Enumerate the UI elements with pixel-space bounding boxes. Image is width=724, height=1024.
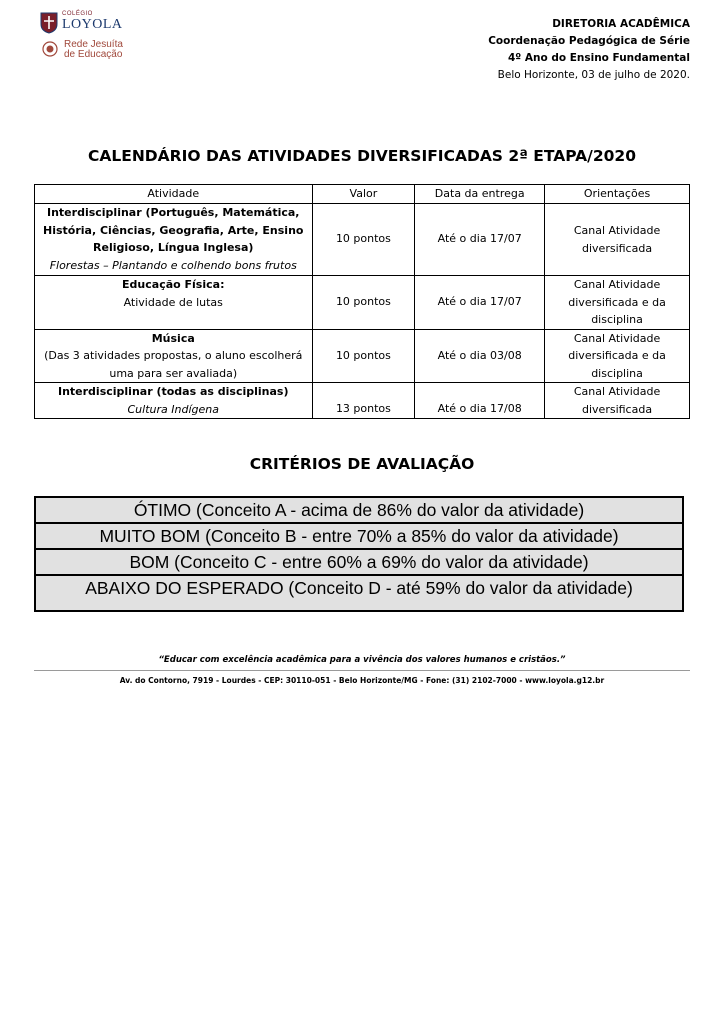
rede-line1: Rede Jesuíta <box>64 39 123 50</box>
activity-cell <box>35 276 313 330</box>
activity-cell <box>35 204 313 276</box>
activity-description: (Das 3 atividades propostas, o aluno escolherá uma para ser avaliada) <box>44 349 303 380</box>
column-header: Data da entrega <box>415 185 545 204</box>
column-header: Valor <box>312 185 415 204</box>
logo-small-text: COLÉGIO <box>62 11 93 17</box>
date-cell: Até o dia 17/07 <box>415 276 545 330</box>
document-header <box>488 16 690 84</box>
header-line1: DIRETORIA ACADÊMICA <box>552 18 690 30</box>
activity-cell <box>35 329 313 383</box>
criteria-item: ÓTIMO (Conceito A - acima de 86% do valor da atividade) <box>36 498 682 524</box>
activity-title: Interdisciplinar (todas as disciplinas) <box>57 385 289 398</box>
footer-divider <box>34 670 690 671</box>
column-header: Atividade <box>35 185 313 204</box>
value-cell: 10 pontos <box>312 204 415 276</box>
rede-line2: de Educação <box>64 49 123 60</box>
activity-title: Música <box>151 331 195 345</box>
activity-title: Interdisciplinar (Português, Matemática, História, Ciências, Geografia, Arte, Ensino Religioso, Língua Inglesa) <box>43 206 304 254</box>
activity-subtitle: Florestas – Plantando e colhendo bons frutos <box>49 258 297 272</box>
footer-address: Av. do Contorno, 7919 - Lourdes - CEP: 30110-051 - Belo Horizonte/MG - Fone: (31) 2102-7000 - www.loyola.g12.br <box>119 676 605 685</box>
criteria-title: CRITÉRIOS DE AVALIAÇÃO <box>249 455 475 473</box>
header-date: Belo Horizonte, 03 de julho de 2020. <box>497 69 690 81</box>
page-title: CALENDÁRIO DAS ATIVIDADES DIVERSIFICADAS 2ª ETAPA/2020 <box>88 147 636 165</box>
activity-cell <box>35 383 313 419</box>
criteria-item: MUITO BOM (Conceito B - entre 70% a 85% do valor da atividade) <box>36 524 682 550</box>
date-cell: Até o dia 17/08 <box>415 383 545 419</box>
orientation-cell: Canal Atividade diversificada e da disciplina <box>545 329 690 383</box>
header-line2: Coordenação Pedagógica de Série <box>488 35 690 47</box>
value-cell: 10 pontos <box>312 329 415 383</box>
activities-table <box>34 184 690 419</box>
activity-subtitle: Cultura Indígena <box>127 402 219 416</box>
header-line3: 4º Ano do Ensino Fundamental <box>507 52 690 64</box>
school-logo <box>40 10 150 66</box>
value-cell: 13 pontos <box>312 383 415 419</box>
value-cell: 10 pontos <box>312 276 415 330</box>
shield-icon <box>40 12 58 34</box>
criteria-item: ABAIXO DO ESPERADO (Conceito D - até 59% do valor da atividade) <box>85 578 633 598</box>
column-header: Orientações <box>545 185 690 204</box>
orientation-cell: Canal Atividade diversificada <box>545 383 690 419</box>
orientation-cell: Canal Atividade diversificada e da disciplina <box>545 276 690 330</box>
activity-title: Educação Física: <box>122 278 225 291</box>
criteria-item: BOM (Conceito C - entre 60% a 69% do valor da atividade) <box>36 550 682 576</box>
date-cell: Até o dia 03/08 <box>415 329 545 383</box>
criteria-box <box>34 496 684 612</box>
table-header-row <box>35 185 690 204</box>
orientation-cell: Canal Atividade diversificada <box>545 204 690 276</box>
table-row <box>35 383 690 419</box>
date-cell: Até o dia 17/07 <box>415 204 545 276</box>
footer-quote: “Educar com excelência acadêmica para a vivência dos valores humanos e cristãos.” <box>158 655 566 665</box>
logo-name: LOYOLA <box>62 17 123 32</box>
table-row <box>35 204 690 276</box>
table-row <box>35 276 690 330</box>
table-row <box>35 329 690 383</box>
activity-description: Atividade de lutas <box>123 295 223 309</box>
sun-emblem-icon <box>42 41 58 57</box>
